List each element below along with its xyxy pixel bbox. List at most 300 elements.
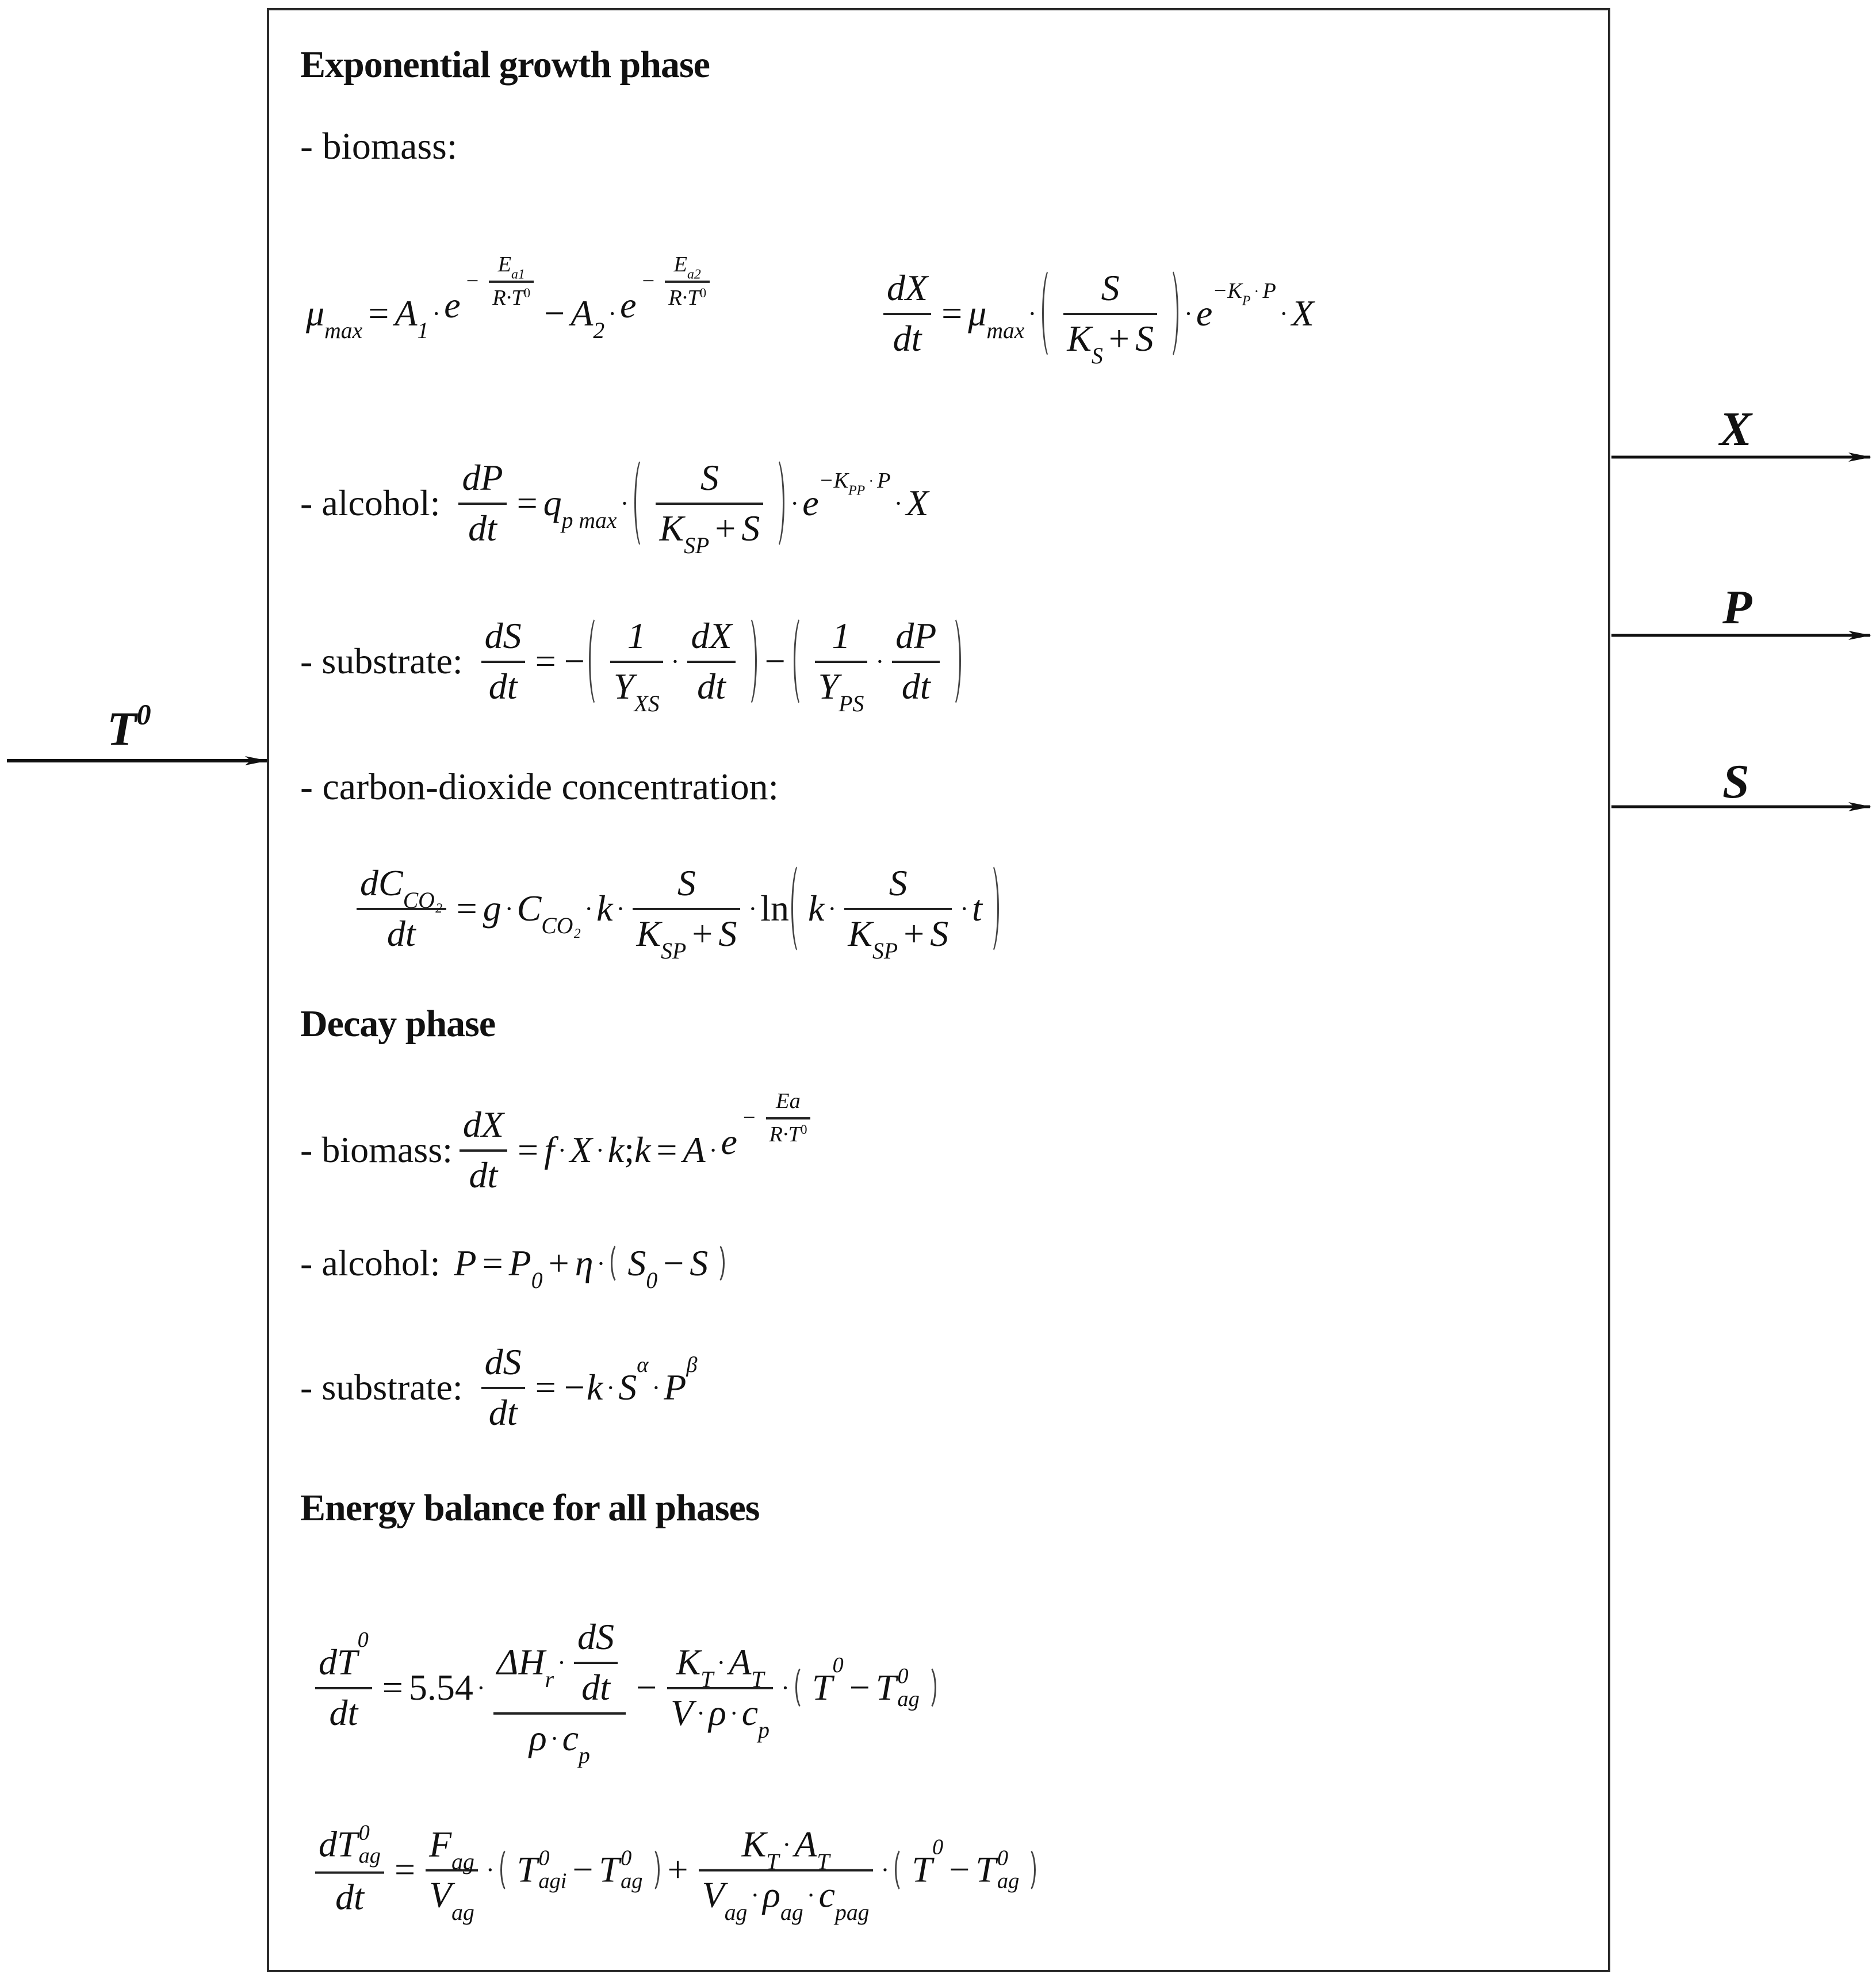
fraction-numerator <box>357 862 446 914</box>
math-sub-superscripted <box>337 1822 381 1868</box>
fraction-denominator <box>610 663 663 717</box>
math-subscripted <box>729 1641 764 1693</box>
math-group <box>912 1849 932 1891</box>
fraction-numerator <box>574 1616 618 1662</box>
fraction-numerator <box>697 457 722 503</box>
math-group <box>360 862 443 914</box>
math-variable: − <box>1212 278 1228 303</box>
math-subscripted <box>516 887 581 939</box>
math-subscript <box>541 913 581 939</box>
math-group <box>651 457 768 559</box>
math-group <box>776 1088 801 1114</box>
fraction-denominator <box>465 505 500 550</box>
math-variable: k <box>634 1129 651 1170</box>
math-operator: = <box>656 1129 677 1170</box>
math-variable: ag <box>451 1849 474 1875</box>
math-dot-operator: · <box>875 647 885 676</box>
math-group <box>676 1641 764 1693</box>
math-group <box>646 1267 657 1294</box>
math-group <box>462 457 503 499</box>
math-variable: K <box>676 1642 701 1682</box>
math-group <box>686 1352 697 1378</box>
math-group <box>751 1666 764 1693</box>
math-variable: q <box>543 482 562 523</box>
math-fraction <box>633 862 740 964</box>
math-variable: 0 <box>897 1663 909 1688</box>
fraction-denominator <box>384 910 419 955</box>
math-group <box>677 862 696 904</box>
math-dot-operator: · <box>880 1856 890 1884</box>
math-superscripted <box>620 252 714 343</box>
math-subscript <box>661 938 686 964</box>
math-group <box>637 1352 648 1378</box>
math-variable: T <box>817 1849 830 1875</box>
math-group <box>1196 292 1212 335</box>
math-group <box>429 1823 451 1866</box>
fraction-numerator <box>772 1088 804 1117</box>
math-script-stack <box>621 1847 642 1893</box>
math-subscripted <box>833 468 866 499</box>
math-roman-text: ln <box>760 888 790 929</box>
math-dot-operator: · <box>595 1136 604 1164</box>
math-variable: k <box>607 1129 625 1170</box>
math-group <box>627 615 646 657</box>
math-group <box>562 507 617 534</box>
math-operator: − <box>572 1849 594 1890</box>
math-group <box>912 1835 1020 1893</box>
parenthesized-content <box>649 457 770 559</box>
fraction-numerator <box>687 615 735 661</box>
math-variable: K <box>833 468 849 493</box>
math-group <box>606 615 740 717</box>
math-group <box>687 267 701 282</box>
math-group <box>454 1242 727 1294</box>
math-variable: ρ <box>763 1874 780 1915</box>
math-variable: ag <box>780 1900 803 1926</box>
math-group <box>577 1616 614 1658</box>
math-superscripted <box>802 468 891 524</box>
math-variable: S <box>1092 343 1103 369</box>
right-parenthesis <box>1164 267 1178 360</box>
math-dot-operator: · <box>868 471 874 489</box>
math-group <box>848 483 865 499</box>
math-variable: X <box>906 482 929 523</box>
math-subscript <box>324 317 362 344</box>
math-fraction <box>699 1823 873 1926</box>
math-dot-operator: · <box>1254 282 1259 300</box>
math-variable: P <box>454 1243 477 1283</box>
math-group <box>538 1847 566 1870</box>
math-group <box>702 1874 870 1926</box>
math-subscript <box>751 1666 764 1693</box>
math-subscripted <box>794 1823 830 1875</box>
math-variable: f <box>544 1129 554 1170</box>
math-fraction <box>844 862 952 964</box>
math-group <box>872 938 898 964</box>
math-variable: 0 <box>357 1627 369 1652</box>
math-variable: 0 <box>832 1653 844 1677</box>
math-group <box>455 1088 816 1197</box>
math-variable: g <box>483 888 501 929</box>
math-script-stack <box>359 1822 381 1868</box>
math-variable: − <box>818 468 834 493</box>
math-variable: dP <box>462 457 503 498</box>
fraction-denominator <box>694 663 729 708</box>
math-superscript <box>737 1088 816 1147</box>
math-dot-operator: · <box>894 489 903 517</box>
math-variable: ag <box>724 1900 748 1926</box>
math-operator: − <box>544 293 565 333</box>
math-variable: p <box>578 1743 590 1769</box>
fraction-numerator <box>493 1616 626 1712</box>
math-group <box>1212 278 1276 309</box>
math-group <box>463 1103 504 1146</box>
math-subscript <box>848 483 865 499</box>
math-subscripted <box>429 1823 474 1875</box>
math-variable: ag <box>997 1869 1020 1893</box>
math-group <box>659 507 760 559</box>
math-subscript <box>986 317 1024 344</box>
math-group <box>659 507 684 550</box>
fraction-numerator <box>883 267 931 313</box>
math-group <box>319 1641 358 1684</box>
math-group <box>697 665 726 708</box>
math-subscript <box>700 1666 713 1693</box>
math-operator: = <box>482 1243 503 1283</box>
math-superscripted <box>912 1835 944 1891</box>
math-group <box>545 1666 554 1693</box>
parenthesized-content <box>806 862 985 964</box>
math-variable: Y <box>613 666 634 707</box>
math-variable: ag <box>358 1844 381 1868</box>
math-group <box>661 938 686 964</box>
math-dot-operator: · <box>606 1373 615 1402</box>
math-group <box>671 1692 769 1743</box>
right-parenthesis <box>710 1242 725 1285</box>
math-superscript <box>1212 278 1276 309</box>
math-group <box>579 1742 590 1769</box>
math-group <box>742 1692 758 1734</box>
math-variable: α <box>637 1352 649 1377</box>
math-subscript <box>1242 293 1251 309</box>
math-subscript <box>579 1742 590 1769</box>
fraction-denominator <box>578 1664 614 1709</box>
math-variable: dX <box>691 615 732 656</box>
math-group <box>621 1847 642 1870</box>
math-variable: P <box>1242 293 1251 309</box>
math-variable: Ea <box>776 1088 801 1113</box>
math-dot-operator: · <box>1279 299 1288 328</box>
math-variable: dT <box>319 1642 358 1682</box>
heading-growth-phase: Exponential growth phase <box>300 44 710 86</box>
math-group <box>895 615 936 657</box>
math-fraction <box>481 615 525 708</box>
fraction-numerator <box>315 1627 372 1687</box>
math-group <box>497 252 525 282</box>
math-group <box>636 913 737 964</box>
math-parentheses <box>589 615 757 717</box>
math-group <box>306 292 324 335</box>
left-parenthesis <box>589 615 603 708</box>
math-group <box>1092 343 1103 369</box>
math-group <box>834 468 849 493</box>
math-superscript: 0 <box>800 1121 807 1137</box>
math-superscripted <box>618 1352 649 1409</box>
math-variable: e <box>620 285 637 325</box>
math-operator: − <box>742 1105 756 1130</box>
right-parenthesis <box>985 862 999 955</box>
fraction-denominator <box>332 1873 367 1918</box>
math-superscript <box>637 1352 648 1378</box>
math-variable: 0 <box>997 1846 1009 1870</box>
math-parentheses <box>1042 267 1178 369</box>
math-group <box>387 913 416 955</box>
math-dot-operator: · <box>780 1673 790 1702</box>
math-variable: ρ <box>709 1692 726 1733</box>
math-group <box>618 1366 637 1409</box>
math-variable: 1 <box>417 318 429 344</box>
math-group <box>451 1899 474 1926</box>
math-subscript <box>511 267 525 282</box>
math-group <box>517 1849 538 1891</box>
math-group <box>311 1820 1038 1926</box>
math-group <box>429 1874 474 1926</box>
math-subscript <box>1092 343 1103 369</box>
math-group <box>876 1666 897 1709</box>
math-group <box>517 887 542 930</box>
heading-decay-phase: Decay phase <box>300 1003 496 1045</box>
math-variable: β <box>686 1352 698 1377</box>
fraction-numerator <box>828 615 853 661</box>
math-group <box>485 615 522 657</box>
math-group <box>673 252 701 282</box>
math-dot-operator: · <box>596 1249 606 1278</box>
math-group <box>835 1899 870 1926</box>
math-group <box>725 1899 748 1926</box>
math-variable: max <box>324 318 363 344</box>
parenthesized-content <box>625 1242 710 1294</box>
math-superscript: 0 <box>523 285 531 300</box>
math-variable: dX <box>887 267 928 308</box>
math-group <box>403 887 443 914</box>
math-variable: 0 <box>538 1846 550 1870</box>
label-growth-biomass: - biomass: <box>300 125 458 167</box>
math-variable: dt <box>488 1392 518 1433</box>
math-subscripted <box>1227 278 1251 309</box>
math-group <box>832 615 850 657</box>
math-fraction <box>766 1088 811 1147</box>
math-subscript <box>872 938 898 964</box>
math-superscript <box>461 252 539 310</box>
math-variable: K <box>1227 278 1242 303</box>
math-variable: S <box>889 862 908 903</box>
math-group <box>902 665 931 708</box>
fraction-numerator <box>738 1823 833 1875</box>
math-variable: ag <box>451 1900 474 1926</box>
math-parentheses <box>611 1242 725 1294</box>
math-subscripted <box>1067 317 1103 369</box>
math-group <box>997 1847 1019 1870</box>
math-sub-superscripted <box>975 1847 1019 1893</box>
right-parenthesis <box>947 615 961 708</box>
math-group <box>358 1627 369 1653</box>
math-dot-operator: · <box>709 1136 718 1164</box>
math-variable: dS <box>484 1341 522 1382</box>
math-group <box>968 292 986 335</box>
math-subscripted <box>508 1242 543 1294</box>
math-fraction <box>458 457 506 550</box>
math-expression <box>352 862 1001 964</box>
math-variable: CO₂ <box>403 888 443 914</box>
math-expression <box>306 252 714 344</box>
math-expression <box>879 267 1314 369</box>
math-operator: = <box>516 482 538 523</box>
math-group <box>802 482 818 524</box>
math-parentheses <box>634 457 784 559</box>
math-variable: dt <box>335 1876 364 1918</box>
math-group <box>599 1849 620 1891</box>
math-group <box>763 1874 780 1916</box>
math-variable: V <box>671 1692 694 1733</box>
math-group <box>562 1717 579 1759</box>
math-variable: ag <box>621 1869 643 1893</box>
math-group <box>541 913 581 939</box>
math-operator: = <box>382 1667 403 1708</box>
fraction-numerator <box>1098 267 1123 313</box>
math-operator: = <box>535 641 556 681</box>
math-group <box>337 1823 358 1866</box>
math-subscript <box>451 1899 474 1926</box>
math-dot-operator: · <box>1028 299 1037 328</box>
math-subscripted <box>306 292 363 344</box>
math-group <box>684 532 709 559</box>
math-variable: SP <box>872 938 898 964</box>
math-operator: + <box>548 1243 569 1283</box>
math-dot-operator: · <box>671 647 680 676</box>
equation-decay-biomass <box>300 1088 815 1197</box>
math-operator: = <box>517 1129 539 1170</box>
math-subscript <box>725 1899 748 1926</box>
math-dot-operator: · <box>652 1373 661 1402</box>
math-variable: PS <box>839 691 864 717</box>
math-group <box>581 1666 610 1709</box>
math-dot-operator: · <box>729 1699 738 1727</box>
equation-co2 <box>352 862 1001 964</box>
equation-decay-substrate <box>300 1341 698 1434</box>
math-variable: A <box>395 293 418 333</box>
math-variable: 0 <box>621 1846 632 1870</box>
math-dot-operator: · <box>620 489 629 517</box>
math-variable: dt <box>329 1692 358 1733</box>
math-subscripted <box>818 665 864 717</box>
right-parenthesis <box>645 1847 660 1893</box>
math-variable: dP <box>895 615 937 656</box>
math-group <box>893 317 922 360</box>
fraction-numerator <box>495 252 529 281</box>
math-operator: + <box>1108 318 1130 359</box>
math-variable: dS <box>484 615 522 656</box>
math-group <box>668 285 706 310</box>
math-dot-operator: · <box>782 1830 791 1859</box>
math-operator: + <box>692 913 713 954</box>
math-subscript <box>687 267 701 282</box>
math-group <box>429 1823 474 1875</box>
left-parenthesis <box>500 1847 515 1893</box>
right-parenthesis <box>742 615 757 708</box>
math-subscript <box>780 1899 803 1926</box>
math-variable: S <box>1101 267 1120 308</box>
math-operator: + <box>715 508 736 549</box>
math-group <box>811 1653 920 1711</box>
math-group <box>319 1822 381 1868</box>
math-variable: S <box>627 1243 646 1283</box>
math-subscript <box>634 691 659 717</box>
math-variable: SP <box>661 938 687 964</box>
math-dot-operator: · <box>1184 299 1193 328</box>
fraction-denominator <box>844 910 952 964</box>
output-label-s: S <box>1722 755 1749 808</box>
math-subscript <box>545 1666 554 1693</box>
math-variable: A <box>571 293 594 333</box>
fraction-numerator <box>892 615 940 661</box>
math-sub-superscripted <box>517 1847 567 1893</box>
math-group <box>324 317 362 344</box>
math-group <box>818 468 891 499</box>
parenthesized-content <box>909 1835 1021 1893</box>
input-label-t0 <box>107 699 151 756</box>
math-subscripted <box>395 292 429 344</box>
math-fraction <box>574 1616 618 1709</box>
fraction-denominator <box>1063 315 1157 369</box>
math-variable: 1 <box>627 615 646 656</box>
math-variable: K <box>741 1824 767 1865</box>
math-variable: pag <box>835 1900 870 1926</box>
math-variable: K <box>848 913 873 954</box>
math-variable: 2 <box>593 318 605 344</box>
math-dot-operator: · <box>476 1673 485 1702</box>
math-group <box>429 1874 451 1916</box>
math-variable: k <box>808 888 825 929</box>
math-dot-operator: · <box>432 299 441 328</box>
math-group <box>593 317 604 344</box>
math-subscript <box>646 1267 657 1294</box>
math-variable: SP <box>684 533 710 559</box>
math-variable: η <box>575 1243 594 1283</box>
math-expression <box>477 615 964 717</box>
math-variable: Y <box>818 666 839 707</box>
math-variable: X <box>569 1129 592 1170</box>
math-group <box>511 267 525 282</box>
math-variable: T <box>700 1667 714 1693</box>
left-parenthesis <box>791 862 806 955</box>
math-superscript <box>637 252 715 310</box>
math-subscripted <box>848 913 898 964</box>
math-group <box>454 457 929 559</box>
math-variable: CO₂ <box>541 913 581 939</box>
left-parenthesis <box>794 615 808 708</box>
fraction-numerator <box>481 615 525 661</box>
fraction-denominator <box>485 663 521 708</box>
math-script-stack <box>897 1665 919 1711</box>
math-variable: R·T <box>668 285 700 310</box>
math-variable: r <box>545 1667 554 1693</box>
math-group <box>1242 293 1251 309</box>
math-superscripted <box>721 1088 815 1179</box>
math-fraction <box>667 1641 773 1743</box>
math-group <box>627 1242 709 1294</box>
math-variable: d <box>319 1824 337 1865</box>
equation-energy-agent <box>311 1820 1038 1926</box>
